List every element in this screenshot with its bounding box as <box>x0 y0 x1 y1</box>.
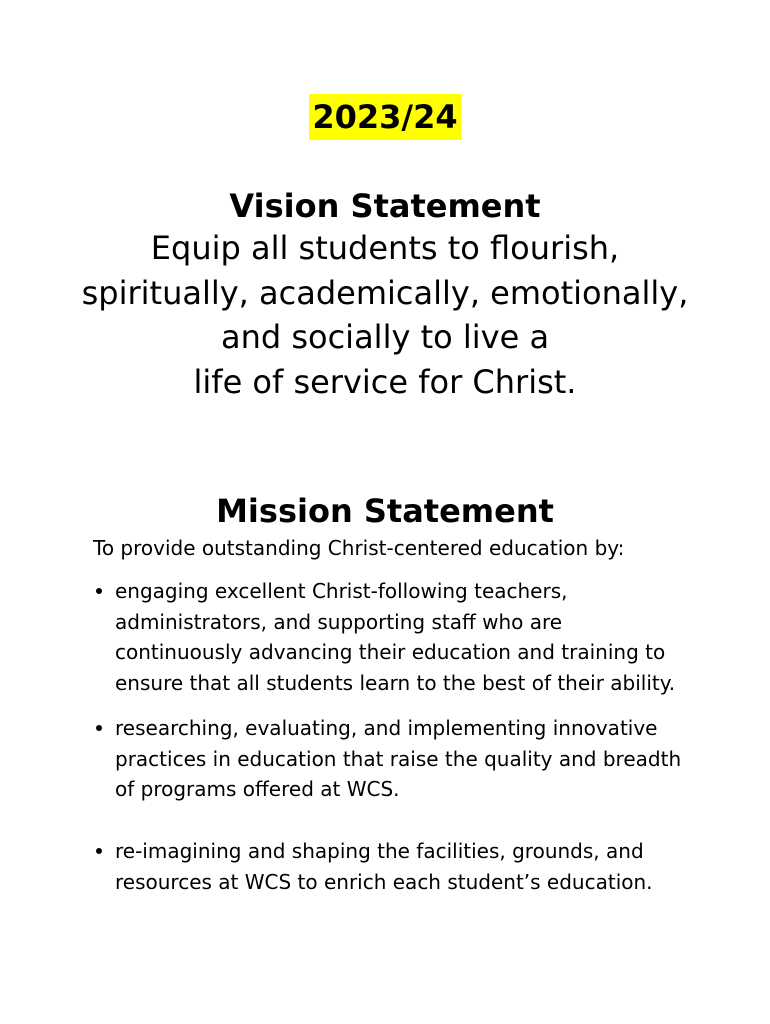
list-item-line: ensure that all students learn to the best of their ability. <box>115 670 676 695</box>
list-item-line: of programs offered at WCS. <box>115 777 400 801</box>
list-item-line: resources at WCS to enrich each student’s education. <box>115 869 653 894</box>
vision-line: spiritually, academically, emotionally, <box>81 273 689 312</box>
bullet-dot-icon <box>96 588 102 594</box>
list-item-text <box>115 836 735 897</box>
year-heading-wrap <box>0 94 770 140</box>
vision-statement <box>0 226 770 404</box>
list-item-line: administrators, and supporting staff who are <box>115 609 563 634</box>
vision-line: and socially to live a <box>220 318 550 356</box>
mission-intro: To provide outstanding Christ-centered education by: <box>93 536 625 560</box>
list-item-text <box>115 713 735 805</box>
list-item-line: researching, evaluating, and implementing innovative <box>115 716 658 740</box>
vision-title: Vision Statement <box>229 187 541 225</box>
bullet-dot-icon <box>96 725 102 731</box>
list-item-text <box>115 576 735 698</box>
list-item-line: engaging excellent Christ-following teachers, <box>115 579 568 603</box>
list-item-line: practices in education that raise the quality and breadth <box>115 746 682 771</box>
mission-title: Mission Statement <box>216 492 554 530</box>
list-item-line: re-imagining and shaping the facilities, grounds, and <box>115 839 644 863</box>
year-heading: 2023/24 <box>309 94 460 140</box>
bullet-dot-icon <box>96 848 102 854</box>
vision-line: Equip all students to flourish, <box>150 229 620 267</box>
vision-line: life of service for Christ. <box>193 362 577 401</box>
list-item-line: continuously advancing their education and training to <box>115 640 666 664</box>
